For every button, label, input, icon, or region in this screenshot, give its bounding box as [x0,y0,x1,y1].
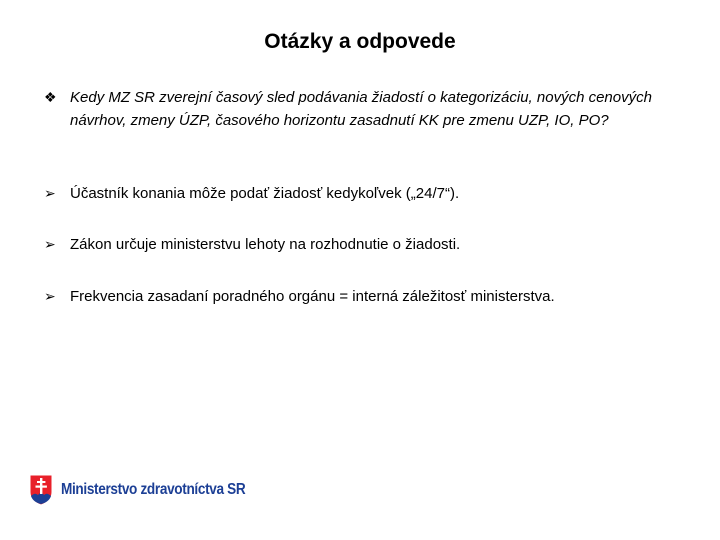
arrow-bullet-icon: ➢ [44,236,56,252]
arrow-bullet-icon: ➢ [44,185,56,201]
answer-text: Frekvencia zasadaní poradného orgánu = interná záležitosť ministerstva. [70,288,555,305]
question-text: Kedy MZ SR zverejní časový sled podávania žiadostí o kategorizáciu, nových cenových návrhov, zmeny ÚZP, časového horizontu zasadnutí KK pre zmenu UZP, IO, PO? [70,89,652,129]
answer-text: Zákon určuje ministerstvu lehoty na rozhodnutie o žiadosti. [70,236,461,253]
answer-item [44,285,674,308]
slide-title: Otázky a odpovede [264,30,456,53]
ministry-name: Ministerstvo zdravotníctva SR [61,481,246,498]
answer-item [44,233,674,256]
ministry-logo [29,474,278,506]
question-item [44,86,674,132]
diamond-bullet-icon: ❖ [44,89,57,105]
answer-text: Účastník konania môže podať žiadosť kedykoľvek („24/7“). [70,185,460,202]
slovak-coat-of-arms-icon [29,474,53,506]
arrow-bullet-icon: ➢ [44,288,56,304]
answer-item [44,182,674,205]
